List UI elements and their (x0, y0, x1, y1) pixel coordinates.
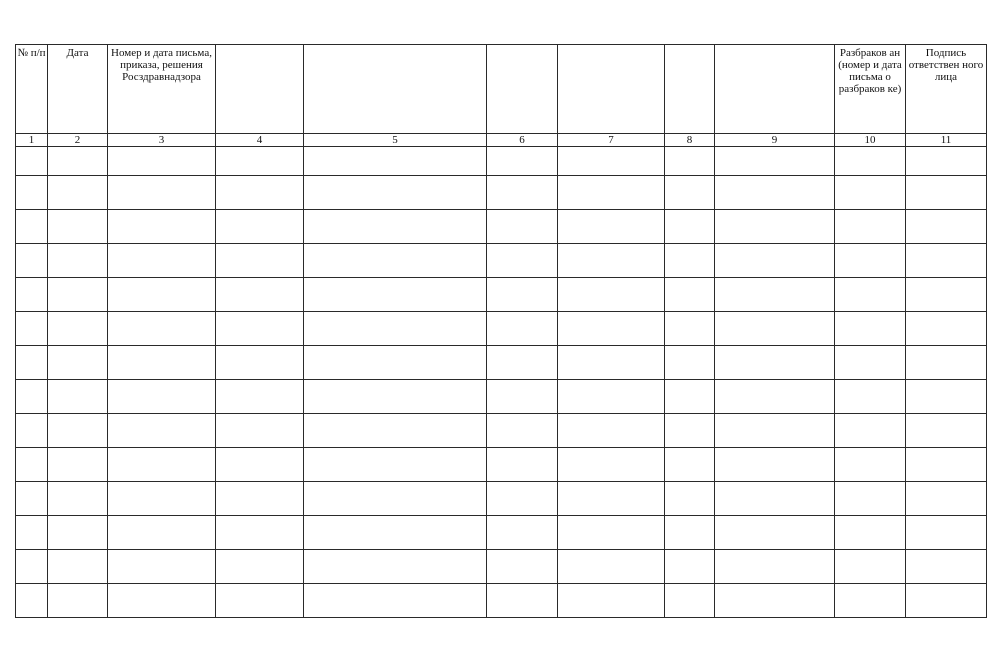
table-cell (16, 550, 48, 584)
table-cell (108, 516, 216, 550)
header-cell-2: Дата (48, 45, 108, 134)
table-row (16, 346, 987, 380)
table-cell (216, 278, 304, 312)
table-cell (665, 346, 715, 380)
table-cell (665, 448, 715, 482)
table-cell (558, 448, 665, 482)
table-cell (108, 448, 216, 482)
column-number-6: 6 (487, 134, 558, 147)
table-cell (304, 210, 487, 244)
table-cell (487, 176, 558, 210)
column-number-11: 11 (906, 134, 987, 147)
table-row (16, 312, 987, 346)
table-cell (665, 550, 715, 584)
table-cell (216, 448, 304, 482)
table-cell (906, 414, 987, 448)
table-cell (715, 312, 835, 346)
table-cell (304, 380, 487, 414)
header-cell-6 (487, 45, 558, 134)
table-cell (715, 482, 835, 516)
table-cell (304, 244, 487, 278)
table-cell (16, 482, 48, 516)
column-number-7: 7 (558, 134, 665, 147)
table-cell (715, 244, 835, 278)
table-cell (835, 584, 906, 618)
header-cell-5 (304, 45, 487, 134)
table-cell (715, 516, 835, 550)
column-number-3: 3 (108, 134, 216, 147)
table-cell (487, 482, 558, 516)
table-cell (906, 448, 987, 482)
table-cell (487, 346, 558, 380)
table-cell (48, 414, 108, 448)
table-cell (108, 482, 216, 516)
header-cell-1: № п/п (16, 45, 48, 134)
table-row (16, 550, 987, 584)
table-cell (665, 176, 715, 210)
table-cell (835, 147, 906, 176)
table-cell (487, 312, 558, 346)
table-cell (216, 380, 304, 414)
table-cell (304, 147, 487, 176)
register-table (15, 44, 987, 618)
table-cell (48, 244, 108, 278)
table-cell (715, 414, 835, 448)
table-cell (304, 312, 487, 346)
table-cell (304, 550, 487, 584)
header-cell-11: Подпись ответствен ного лица (906, 45, 987, 134)
table-cell (304, 414, 487, 448)
table-cell (304, 346, 487, 380)
column-number-9: 9 (715, 134, 835, 147)
table-cell (835, 176, 906, 210)
header-row (16, 45, 987, 134)
table-cell (835, 516, 906, 550)
table-cell (487, 380, 558, 414)
header-cell-3: Номер и дата письма, приказа, решения Росздравнадзора (108, 45, 216, 134)
table-cell (108, 584, 216, 618)
table-cell (906, 176, 987, 210)
table-row (16, 244, 987, 278)
table-cell (108, 147, 216, 176)
table-cell (558, 414, 665, 448)
table-cell (715, 584, 835, 618)
table-cell (304, 278, 487, 312)
table-cell (558, 516, 665, 550)
table-cell (108, 244, 216, 278)
table-cell (216, 176, 304, 210)
table-cell (16, 210, 48, 244)
table-cell (16, 346, 48, 380)
table-cell (835, 312, 906, 346)
table-cell (835, 244, 906, 278)
header-cell-4 (216, 45, 304, 134)
column-number-10: 10 (835, 134, 906, 147)
table-cell (715, 147, 835, 176)
column-number-5: 5 (304, 134, 487, 147)
table-cell (665, 210, 715, 244)
table-row (16, 278, 987, 312)
table-cell (16, 584, 48, 618)
table-cell (216, 244, 304, 278)
table-cell (665, 278, 715, 312)
table-cell (216, 346, 304, 380)
table-cell (48, 210, 108, 244)
table-cell (216, 312, 304, 346)
table-cell (48, 176, 108, 210)
table-cell (48, 550, 108, 584)
column-number-1: 1 (16, 134, 48, 147)
table-cell (487, 244, 558, 278)
table-cell (715, 210, 835, 244)
table-cell (906, 380, 987, 414)
table-cell (665, 147, 715, 176)
table-cell (665, 516, 715, 550)
table-cell (835, 346, 906, 380)
table-row (16, 516, 987, 550)
table-cell (487, 448, 558, 482)
header-cell-9 (715, 45, 835, 134)
table-cell (558, 278, 665, 312)
table-cell (665, 482, 715, 516)
table-cell (487, 147, 558, 176)
table-cell (558, 210, 665, 244)
table-cell (16, 176, 48, 210)
table-cell (216, 550, 304, 584)
table-cell (216, 482, 304, 516)
header-cell-8 (665, 45, 715, 134)
table-cell (487, 414, 558, 448)
table-cell (715, 278, 835, 312)
table-cell (906, 346, 987, 380)
table-cell (48, 147, 108, 176)
table-cell (835, 210, 906, 244)
table-cell (16, 414, 48, 448)
table-cell (16, 516, 48, 550)
table-cell (906, 312, 987, 346)
table-row (16, 210, 987, 244)
table-row (16, 448, 987, 482)
table-cell (558, 147, 665, 176)
table-cell (906, 278, 987, 312)
table-cell (715, 550, 835, 584)
table-cell (665, 244, 715, 278)
table-cell (48, 346, 108, 380)
table-cell (108, 312, 216, 346)
table-row (16, 584, 987, 618)
column-number-2: 2 (48, 134, 108, 147)
table-cell (108, 380, 216, 414)
table-cell (665, 312, 715, 346)
table-cell (108, 176, 216, 210)
table-cell (906, 550, 987, 584)
table-cell (108, 346, 216, 380)
table-row (16, 380, 987, 414)
table-cell (665, 584, 715, 618)
table-cell (665, 414, 715, 448)
table-cell (835, 380, 906, 414)
table-cell (304, 448, 487, 482)
table-cell (216, 414, 304, 448)
column-number-4: 4 (216, 134, 304, 147)
table-cell (558, 550, 665, 584)
table-cell (48, 516, 108, 550)
table-cell (715, 176, 835, 210)
table-cell (16, 448, 48, 482)
table-cell (906, 516, 987, 550)
table-cell (48, 482, 108, 516)
table-cell (216, 147, 304, 176)
table-cell (835, 448, 906, 482)
table-row (16, 414, 987, 448)
table-cell (108, 414, 216, 448)
table-cell (108, 278, 216, 312)
header-cell-7 (558, 45, 665, 134)
table-cell (48, 312, 108, 346)
table-cell (216, 516, 304, 550)
table-cell (558, 312, 665, 346)
table-cell (558, 346, 665, 380)
table-cell (715, 448, 835, 482)
table-cell (835, 482, 906, 516)
table-cell (304, 482, 487, 516)
table-cell (835, 278, 906, 312)
column-number-row (16, 134, 987, 147)
table-cell (487, 584, 558, 618)
table-cell (906, 584, 987, 618)
table-cell (558, 584, 665, 618)
table-cell (906, 210, 987, 244)
table-cell (304, 176, 487, 210)
table-cell (558, 380, 665, 414)
table-cell (665, 380, 715, 414)
table-cell (487, 278, 558, 312)
table-cell (16, 244, 48, 278)
table-cell (487, 210, 558, 244)
table-cell (304, 584, 487, 618)
table-cell (16, 312, 48, 346)
table-cell (906, 147, 987, 176)
table-cell (835, 550, 906, 584)
table-cell (216, 584, 304, 618)
table-cell (16, 278, 48, 312)
table-row (16, 482, 987, 516)
table-cell (906, 482, 987, 516)
table-row (16, 176, 987, 210)
table-cell (16, 147, 48, 176)
column-number-8: 8 (665, 134, 715, 147)
table-cell (487, 550, 558, 584)
table-cell (48, 380, 108, 414)
table-cell (558, 176, 665, 210)
table-cell (487, 516, 558, 550)
table-cell (16, 380, 48, 414)
table-cell (715, 380, 835, 414)
table-cell (108, 210, 216, 244)
table-cell (48, 278, 108, 312)
table-cell (906, 244, 987, 278)
table-cell (835, 414, 906, 448)
table-cell (558, 244, 665, 278)
table-cell (216, 210, 304, 244)
table-body (16, 147, 987, 618)
table-cell (48, 584, 108, 618)
header-cell-10: Разбраков ан (номер и дата письма о разбраков ке) (835, 45, 906, 134)
table-cell (558, 482, 665, 516)
table-cell (108, 550, 216, 584)
table-row (16, 147, 987, 176)
table-cell (304, 516, 487, 550)
table-cell (715, 346, 835, 380)
table-cell (48, 448, 108, 482)
